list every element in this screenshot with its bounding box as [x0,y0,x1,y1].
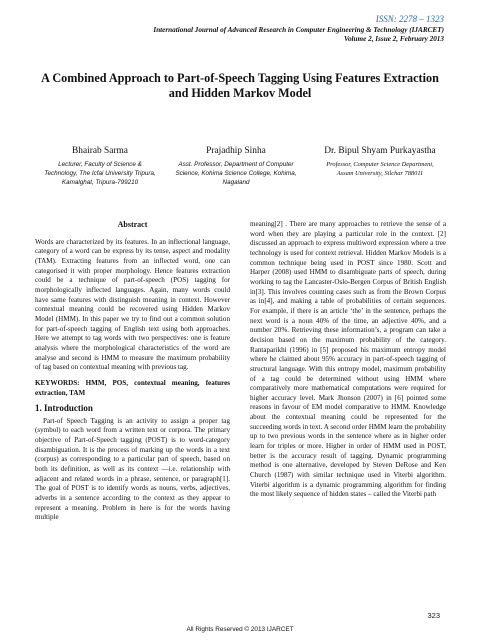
title-line-1: A Combined Approach to Part-of-Speech Tagging Using Features Extraction [41,71,439,85]
author-name: Dr. Bipul Shyam Purkayastha [324,146,436,156]
author-name: Prajadhip Sinha [206,146,266,156]
author-affiliation: Professor, Computer Science Department, Assam University, Silchar 788011 [326,161,434,177]
author-affiliation: Lecturer, Faculty of Science & Technology, The Icfai University Tripura, Kamalghat, Tripura-799210 [44,161,156,186]
author-name: Bhairab Sarma [72,146,128,156]
footer-rights: All Rights Reserved © 2013 IJARCET [186,626,294,633]
intro-heading: 1. Introduction [35,403,93,414]
author-1 [30,145,170,187]
right-column [250,220,446,500]
journal-volume: Volume 2, Issue 2, February 2013 [343,35,444,43]
intro-text: Part-of Speech Tagging is an activity to assign a proper tag (symbol) to each word from a written text or corpora. The primary objective of Part-of-Speech tagging (POST) is to word-category disambiguation. It is the process of marking up the words in a text (corpus) as corresponding to a particular part of speech, based on both its definition, as well as its context —i.e. relationship with adjacent and related words in a phrase, sentence, or paragraph[1]. The goal of POST is to identify words as nouns, verbs, adjectives, adverbs in a sentence according to the context as they appear to represent a meaning. Problem in here is for the words having multiple [35,416,230,522]
issn-label: ISSN: 2278 – 1323 [375,14,444,24]
keywords: KEYWORDS: HMM, POS, contextual meaning, features extraction, TAM [35,378,230,397]
author-affiliation: Asst. Professor, Department of Computer Science, Kohima Science College, Kohima, Nagaland [175,161,297,186]
author-2 [166,145,306,187]
journal-name: International Journal of Advanced Research in Computer Engineering & Technology (IJARCET) [153,26,444,34]
abstract-heading: Abstract [117,220,148,229]
abstract-text: Words are characterized by its features. In an inflectional language, category of a word can be express by its tense, aspect and modality (TAM). Extracting features from an inflected word, one can categorised it with proper morphology. Hence features extraction could be a technique of part-of-speech (POS) tagging for morphologically inflected languages. Again, many words could have same features with distinguish meaning in context. However contextual meaning could be recovered using Hidden Markov Model (HMM). In this paper we try to find out a common solution for part-of-speech tagging of English text using both approaches. Here we attempt to tag words with two perspectives: one is feature analysis where the morphological characteristics of the word are analyse and second is HMM to measure the maximum probability of tag based on contextual meaning with previous tag. [35,237,230,372]
title-line-2: and Hidden Markov Model [168,86,312,100]
left-column [35,220,230,523]
paper-title [40,71,440,101]
journal-header [24,26,444,44]
page-number: 323 [427,611,440,620]
author-3 [310,145,450,178]
body-text: meaning[2] . There are many approaches to retrieve the sense of a word when they are playing a particular role in the context. [2] discussed an approach to express multiword expression where a tree technology is used for context retrieval. Hidden Markov Models is a common technique being used in POST since 1980. Scott and Harper (2008) used HMM to disambiguate parts of speech, during working to tag the Lancaster-Oslo-Bergen Corpus of British English in[3]. This involves counting cases such as from the Brown Corpus as in[4], and making a table of probabilities of certain sequences. For example, if there is an article ‘the’ in the sentence, perhaps the next word is a noun 40% of the time, an adjective 40%, and a number 20%. Retrieving these information’s, a program can take a decision based on the maximum probability of the category. Rantaparikhi (1996) in [5] proposed his maximum entropy model where he claimed about 95% accuracy in part-of-speech tagging of structural language. With this entropy model, maximum probability of a tag could be determined without using HMM where comparatively more mathematical computations were required for higher accuracy level. Mark Jhonson (2007) in [6] pointed some reasons in favour of EM model comparative to HMM. Knowledge about the contextual meaning could be represented for the succeeding words in text. A second order HMM learn the probability up to two previous words in the sentence where as in higher order learn for triples or more. Higher in order of HMM used in POST, better is the accuracy result of tagging. Dynamic programming method is one alternative, developed by Steven DeRose and Ken Church (1987) with similar technique used in Viterbi algorithm. Viterbi algorithm is a dynamic programming algorithm for finding the most likely sequence of hidden states – called the Viterbi path [250,220,446,499]
